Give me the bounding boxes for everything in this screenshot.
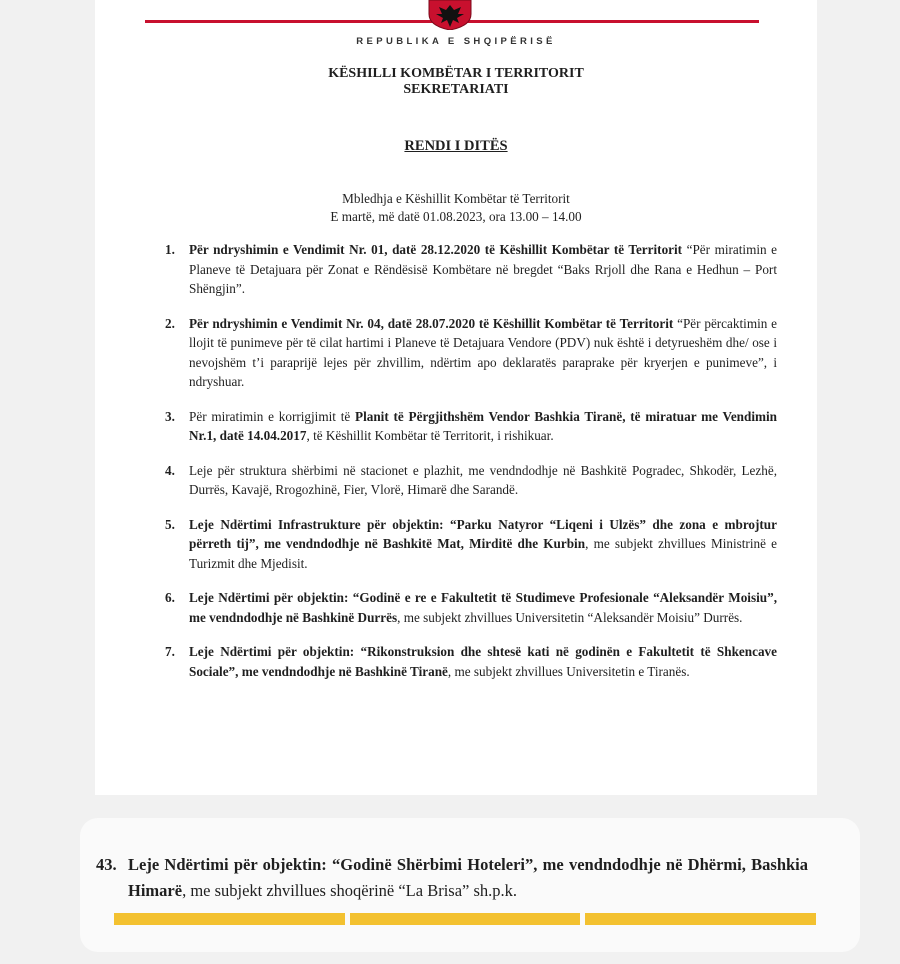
meeting-datetime: E martë, më datë 01.08.2023, ora 13.00 – 14.00 xyxy=(330,209,582,224)
agenda-title: RENDI I DITËS xyxy=(404,138,508,154)
item-bold-text: Leje Ndërtimi për objektin: “Rikonstruksion dhe shtesë kati në godinën e Fakultetit të Shkencave Sociale”, me vendndodhje në Bashkinë Tiranë xyxy=(189,644,777,679)
item-text: , të Këshillit Kombëtar të Territorit, i rishikuar. xyxy=(306,428,554,443)
item-text: Leje për struktura shërbimi në stacionet e plazhit, me vendndodhje në Bashkitë Pogradec, Shkodër, Lezhë, Durrës, Kavajë, Rrogozhinë, Fier, Vlorë, Himarë dhe Sarandë. xyxy=(189,462,777,497)
item-pre-text: Për miratimin e korrigjimit të xyxy=(189,408,356,424)
council-name: KËSHILLI KOMBËTAR I TERRITORIT xyxy=(328,66,584,81)
agenda-item xyxy=(165,642,777,681)
highlight-bar xyxy=(350,913,581,925)
council-title xyxy=(95,66,817,98)
item-text: , me subjekt zhvillues Universitetin “Aleksandër Moisiu” Durrës. xyxy=(397,609,743,625)
agenda-item xyxy=(165,240,777,299)
excerpt-text xyxy=(96,852,808,904)
item-text: , me subjekt zhvillues Ministrinë e Turizmit dhe Mjedisit. xyxy=(189,536,777,571)
item-number: 5. xyxy=(165,516,175,532)
item-number: 6. xyxy=(165,590,175,605)
item-text: “Për përcaktimin e llojit të punimeve për të cilat hartimi i Planeve të Detajuara Vendore (PDV) nuk është i detyrueshëm dhe/ ose i nevojshëm t’i paraprijë lejes për zhvillim, ndërtim apo deklaratës paraprake për kryerjen e punimeve”, i ndryshuar. xyxy=(189,315,777,389)
item-bold-text: Për ndryshimin e Vendimit Nr. 04, datë 28.07.2020 të Këshillit Kombëtar të Territorit xyxy=(189,315,674,331)
albanian-eagle-emblem-icon xyxy=(425,0,475,30)
item-number: 1. xyxy=(165,242,175,257)
agenda-item xyxy=(165,314,777,392)
item-text: , me subjekt zhvillues Universitetin e Tiranës. xyxy=(447,663,690,679)
item-text: , me subjekt zhvillues shoqërinë “La Brisa” sh.p.k. xyxy=(182,881,518,900)
item-bold-text: Për ndryshimin e Vendimit Nr. 01, datë 28.12.2020 të Këshillit Kombëtar të Territorit xyxy=(189,242,683,257)
item-number: 4. xyxy=(165,462,175,478)
agenda-item xyxy=(165,461,777,500)
item-number: 3. xyxy=(165,408,175,424)
highlight-bar xyxy=(114,913,345,925)
item-text: “Për miratimin e Planeve të Detajuara për Zonat e Rëndësisë Kombëtare në bregdet “Baks Rrjoll dhe Rana e Hedhun – Port Shëngjin”. xyxy=(189,242,777,296)
republic-label: REPUBLIKA E SHQIPËRISË xyxy=(356,36,556,47)
item-number: 43. xyxy=(96,855,117,874)
item-bold-text: Leje Ndërtimi për objektin: “Godinë Shërbimi Hoteleri”, me vendndodhje në Dhërmi, Bashkia Himarë xyxy=(128,855,808,900)
secretariat-label: SEKRETARIATI xyxy=(403,82,509,97)
meeting-info xyxy=(95,190,817,226)
highlight-bars xyxy=(114,913,816,925)
agenda-item xyxy=(165,407,777,446)
agenda-item xyxy=(165,515,777,574)
highlight-bar xyxy=(585,913,816,925)
item-bold-text: Leje Ndërtimi Infrastrukture për objektin: “Parku Natyror “Liqeni i Ulzës” dhe zona e mbrojtur përreth tij”, me vendndodhje në Bashkitë Mat, Mirditë dhe Kurbin xyxy=(189,516,777,551)
meeting-name: Mbledhja e Këshillit Kombëtar të Territorit xyxy=(342,191,570,206)
item-number: 2. xyxy=(165,315,175,331)
agenda-item xyxy=(165,588,777,627)
document-page xyxy=(95,0,817,795)
item-number: 7. xyxy=(165,644,175,659)
item-bold-text: Planit të Përgjithshëm Vendor Bashkia Tiranë, të miratuar me Vendimin Nr.1, datë 14.04.2017 xyxy=(189,408,777,443)
agenda-list xyxy=(165,240,777,696)
item-bold-text: Leje Ndërtimi për objektin: “Godinë e re e Fakultetit të Studimeve Profesionale “Aleksandër Moisiu”, me vendndodhje në Bashkinë Durrës xyxy=(189,590,777,625)
excerpt-item-43 xyxy=(96,852,808,904)
